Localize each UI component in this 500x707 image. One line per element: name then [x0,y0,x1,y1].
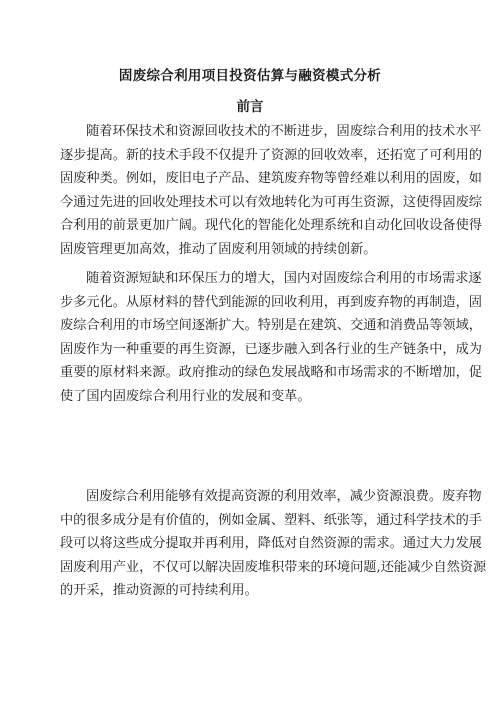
paragraph-2 [60,267,482,409]
document-title: 固废综合利用项目投资估算与融资模式分析 [118,68,382,84]
paragraph-1 [60,120,482,262]
paragraph-line: 随着环保技术和资源回收技术的不断进步，固废综合利用的技术水平 [86,124,482,139]
paragraph-line: 随着资源短缺和环保压力的增大，国内对固废综合利用的市场需求逐 [86,271,482,286]
paragraph-line: 段可以将这些成分提取并再利用，降低对自然资源的需求。通过大力发展 [60,536,482,552]
paragraph-line: 废综合利用的市场空间逐渐扩大。特别是在建筑、交通和消费品等领域， [60,318,482,334]
paragraph-line: 固废综合利用能够有效提高资源的利用效率，减少资源浪费。废弃物 [86,489,482,504]
paragraph-line: 固废管理更加高效，推动了固废利用领域的持续创新。 [60,241,377,257]
paragraph-line: 固废种类。例如，废旧电子产品、建筑废弃物等曾经难以利用的固废，如 [60,171,482,187]
paragraph-line: 重要的原材料来源。政府推动的绿色发展战略和市场需求的不断增加，促 [60,365,482,381]
section-heading-preface: 前言 [236,99,264,115]
paragraph-line: 使了国内固废综合利用行业的发展和变革。 [60,388,311,404]
paragraph-line: 的开采，推动资源的可持续利用。 [60,583,258,599]
paragraph-line: 固废利用产业，不仅可以解决固废堆积带来的环境问题,还能减少自然资源 [60,559,487,575]
paragraph-3 [60,485,487,603]
paragraph-line: 中的很多成分是有价值的，例如金属、塑料、纸张等，通过科学技术的手 [60,512,482,528]
paragraph-line: 逐步提高。新的技术手段不仅提升了资源的回收效率，还拓宽了可利用的 [60,147,482,163]
paragraph-line: 步多元化。从原材料的替代到能源的回收利用，再到废弃物的再制造，固 [60,294,482,310]
paragraph-line: 合利用的前景更加广阔。现代化的智能化处理系统和自动化回收设备使得 [60,218,482,234]
paragraph-line: 今通过先进的回收处理技术可以有效地转化为可再生资源，这使得固废综 [60,194,482,210]
paragraph-line: 固废作为一种重要的再生资源，已逐步融入到各行业的生产链条中，成为 [60,341,482,357]
